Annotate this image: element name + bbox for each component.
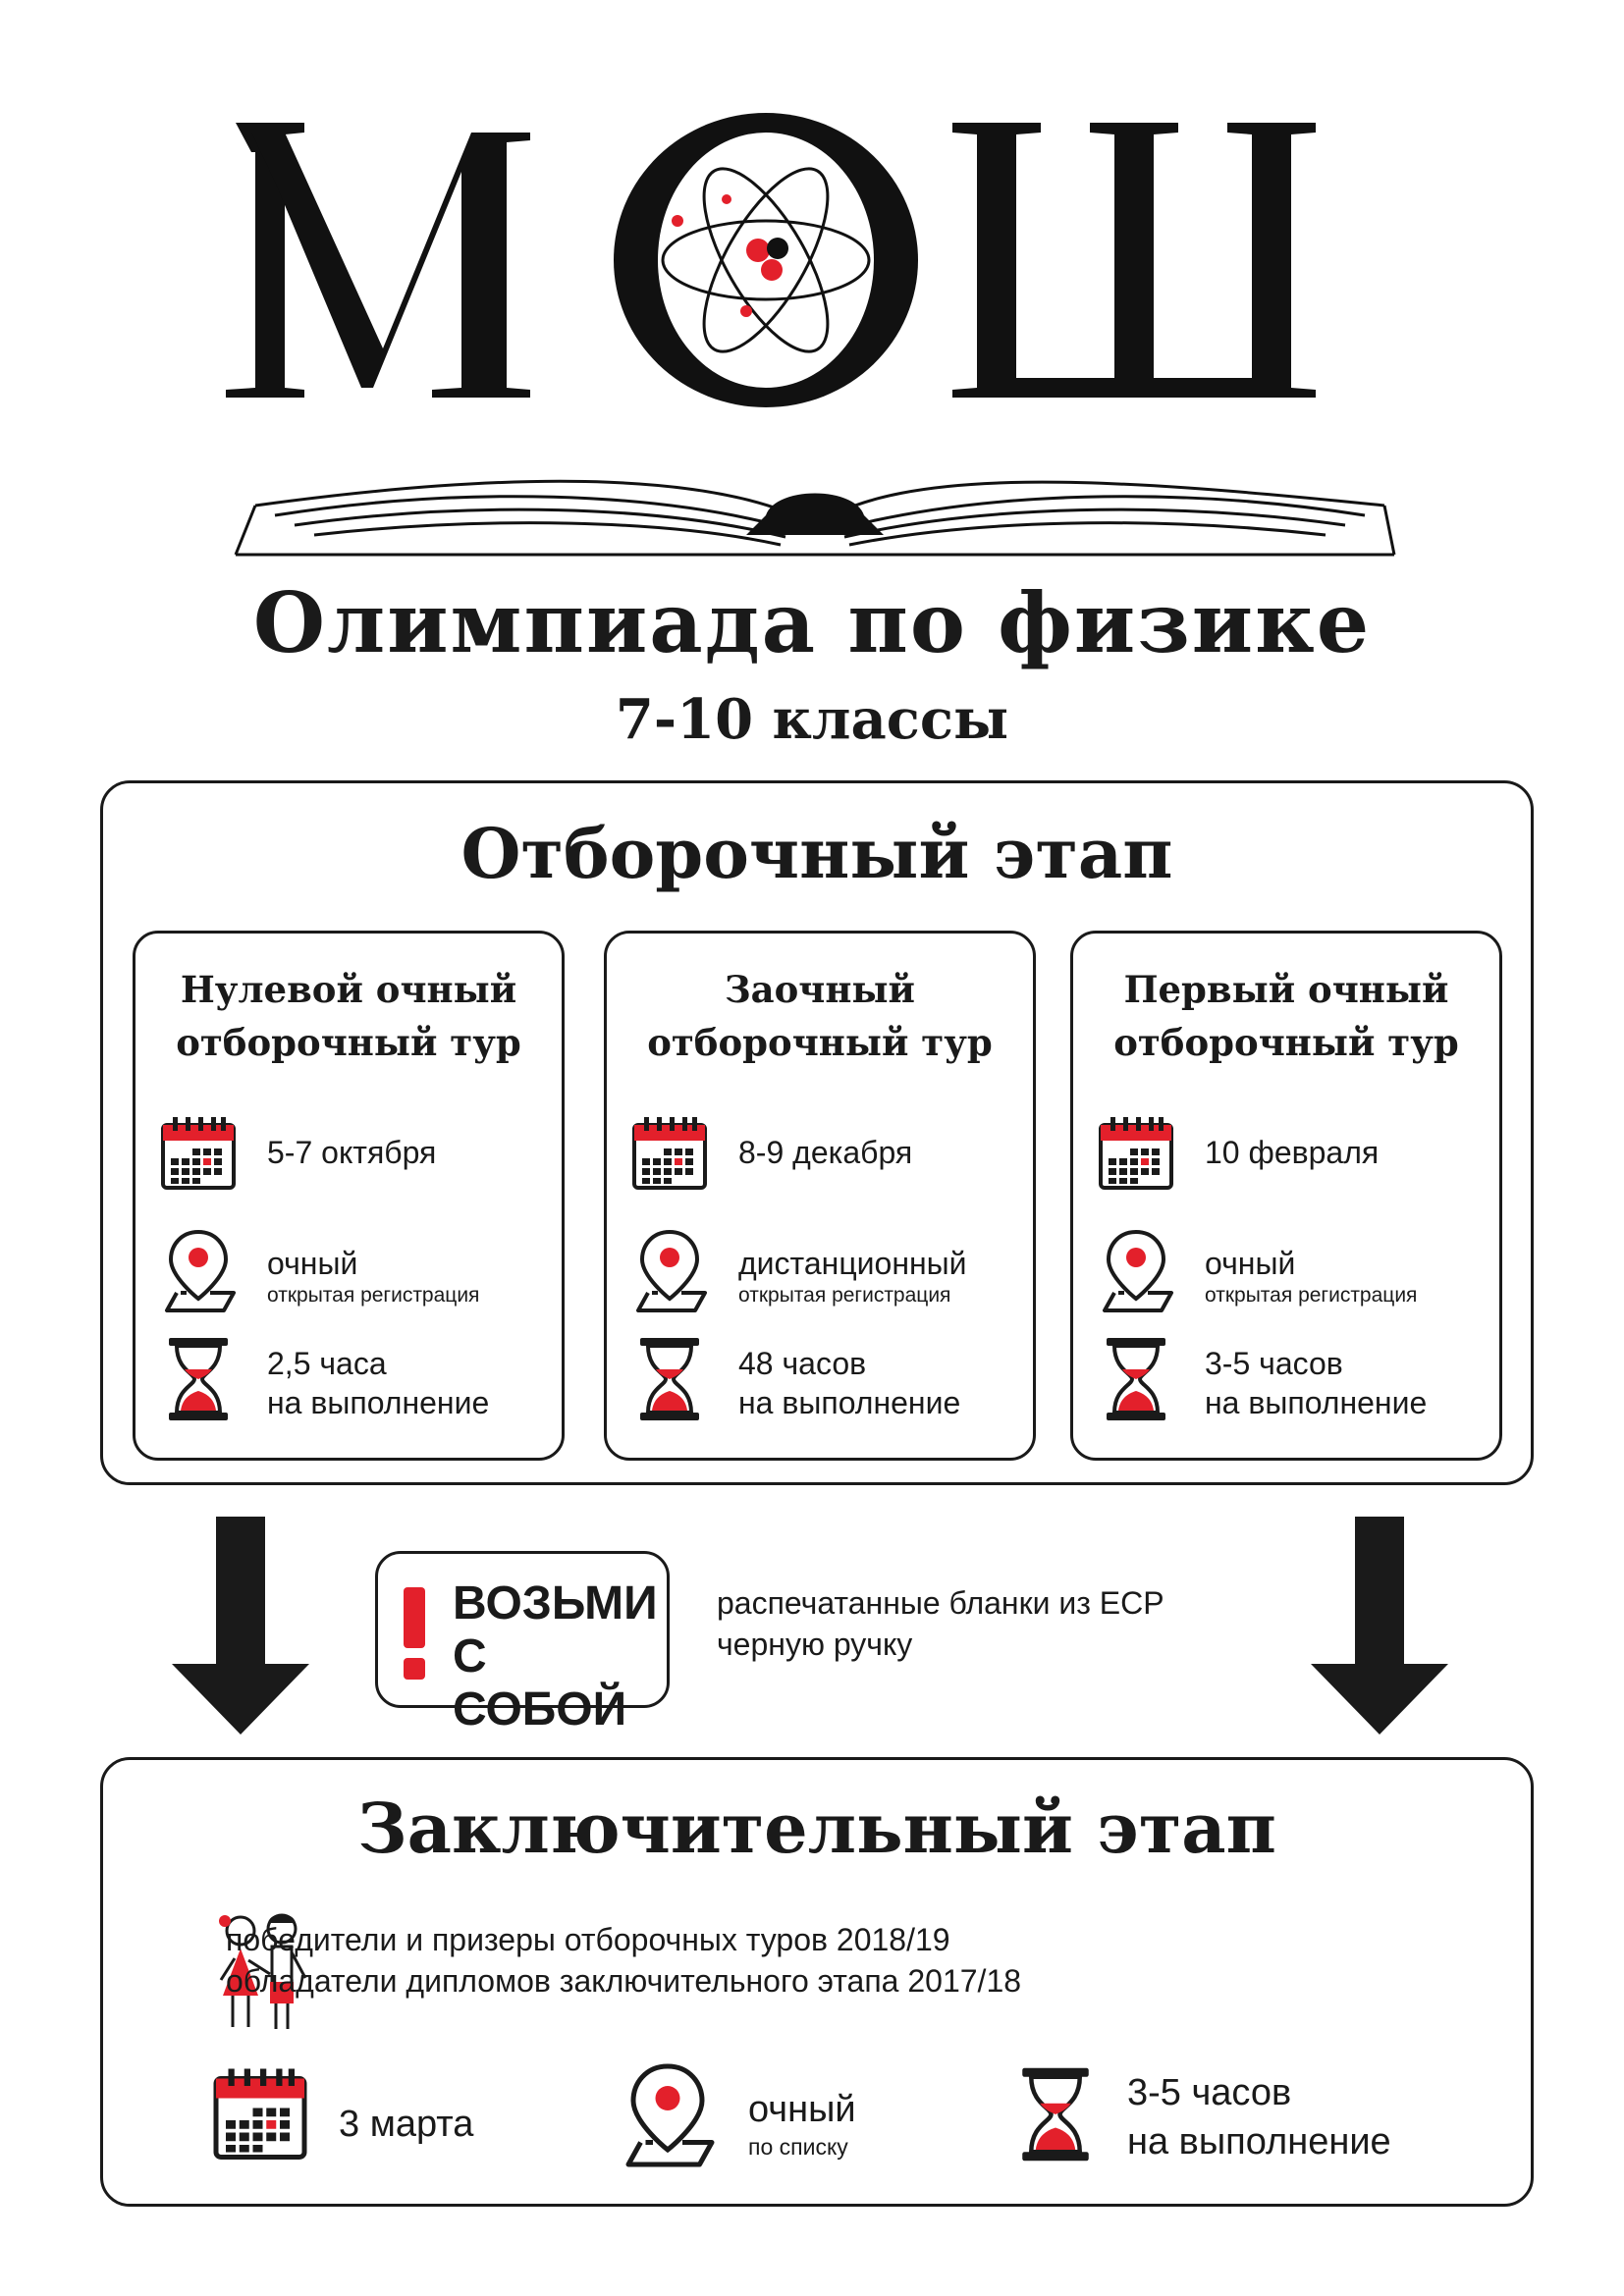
tour-duration: 3-5 часов [1205,1346,1343,1381]
tour-card-first [1070,931,1502,1461]
tour-duration: 48 часов [738,1346,867,1381]
calendar-icon [1097,1115,1175,1194]
hourglass-icon [630,1336,709,1422]
exclamation-icon [400,1587,429,1682]
tour-duration-note: на выполнение [1205,1385,1428,1420]
tour-card-title: Нулевой очный отборочный тур [176,968,521,1064]
calendar-icon [630,1115,709,1194]
final-date: 3 марта [339,2104,474,2145]
final-stage-title: Заключительный этап [357,1788,1276,1869]
arrow-down-icon [172,1517,309,1737]
hourglass-icon [1097,1336,1175,1422]
calendar-icon [211,2066,309,2164]
page-subtitle: 7-10 классы [615,687,1009,752]
tour-card-title: Первый очный отборочный тур [1113,968,1459,1064]
moshlogo [216,93,1414,574]
arrow-down-icon [1311,1517,1448,1737]
tour-duration: 2,5 часа [267,1346,387,1381]
list-item: победители и призеры отборочных туров 2018/19 [226,1922,950,1957]
tour-card-distance [604,931,1036,1461]
tour-date: 8-9 декабря [738,1135,913,1170]
list-item: черную ручку [717,1627,913,1662]
list-item: распечатанные бланки из ЕСР [717,1585,1164,1621]
tour-duration-note: на выполнение [738,1385,961,1420]
location-pin-icon [619,2061,717,2169]
tour-duration-note: на выполнение [267,1385,490,1420]
take-with-you-label: ВОЗЬМИ С СОБОЙ [453,1577,658,1735]
tour-date: 10 февраля [1205,1135,1380,1170]
hourglass-icon [159,1336,238,1422]
tour-format: дистанционный [738,1246,967,1281]
list-item: обладатели дипломов заключительного этапа 2017/18 [226,1963,1022,1999]
final-duration-note: на выполнение [1127,2121,1391,2163]
tour-format: очный [1205,1246,1296,1281]
take-with-you-badge [375,1551,670,1735]
tour-registration: открытая регистрация [1205,1284,1418,1307]
hourglass-icon [1011,2061,1100,2167]
calendar-icon [159,1115,238,1194]
tour-registration: открытая регистрация [267,1284,480,1307]
tour-date: 5-7 октября [267,1135,437,1170]
take-with-you-list [717,1582,1306,1665]
page-title: Олимпиада по физике [252,574,1372,671]
tour-format: очный [267,1246,358,1281]
location-pin-icon [630,1228,709,1314]
tour-registration: открытая регистрация [738,1284,951,1307]
location-pin-icon [1097,1228,1175,1314]
selection-stage-panel [100,780,1534,1485]
logo-graphic [216,93,1414,574]
selection-stage-title: Отборочный этап [460,813,1173,894]
tour-card-title: Заочный отборочный тур [647,968,993,1064]
final-format: очный [748,2089,856,2130]
location-pin-icon [159,1228,238,1314]
final-duration: 3-5 часов [1127,2072,1292,2113]
final-participants [226,1919,1306,2002]
final-format-note: по списку [748,2134,848,2160]
tour-card-zero [133,931,565,1461]
